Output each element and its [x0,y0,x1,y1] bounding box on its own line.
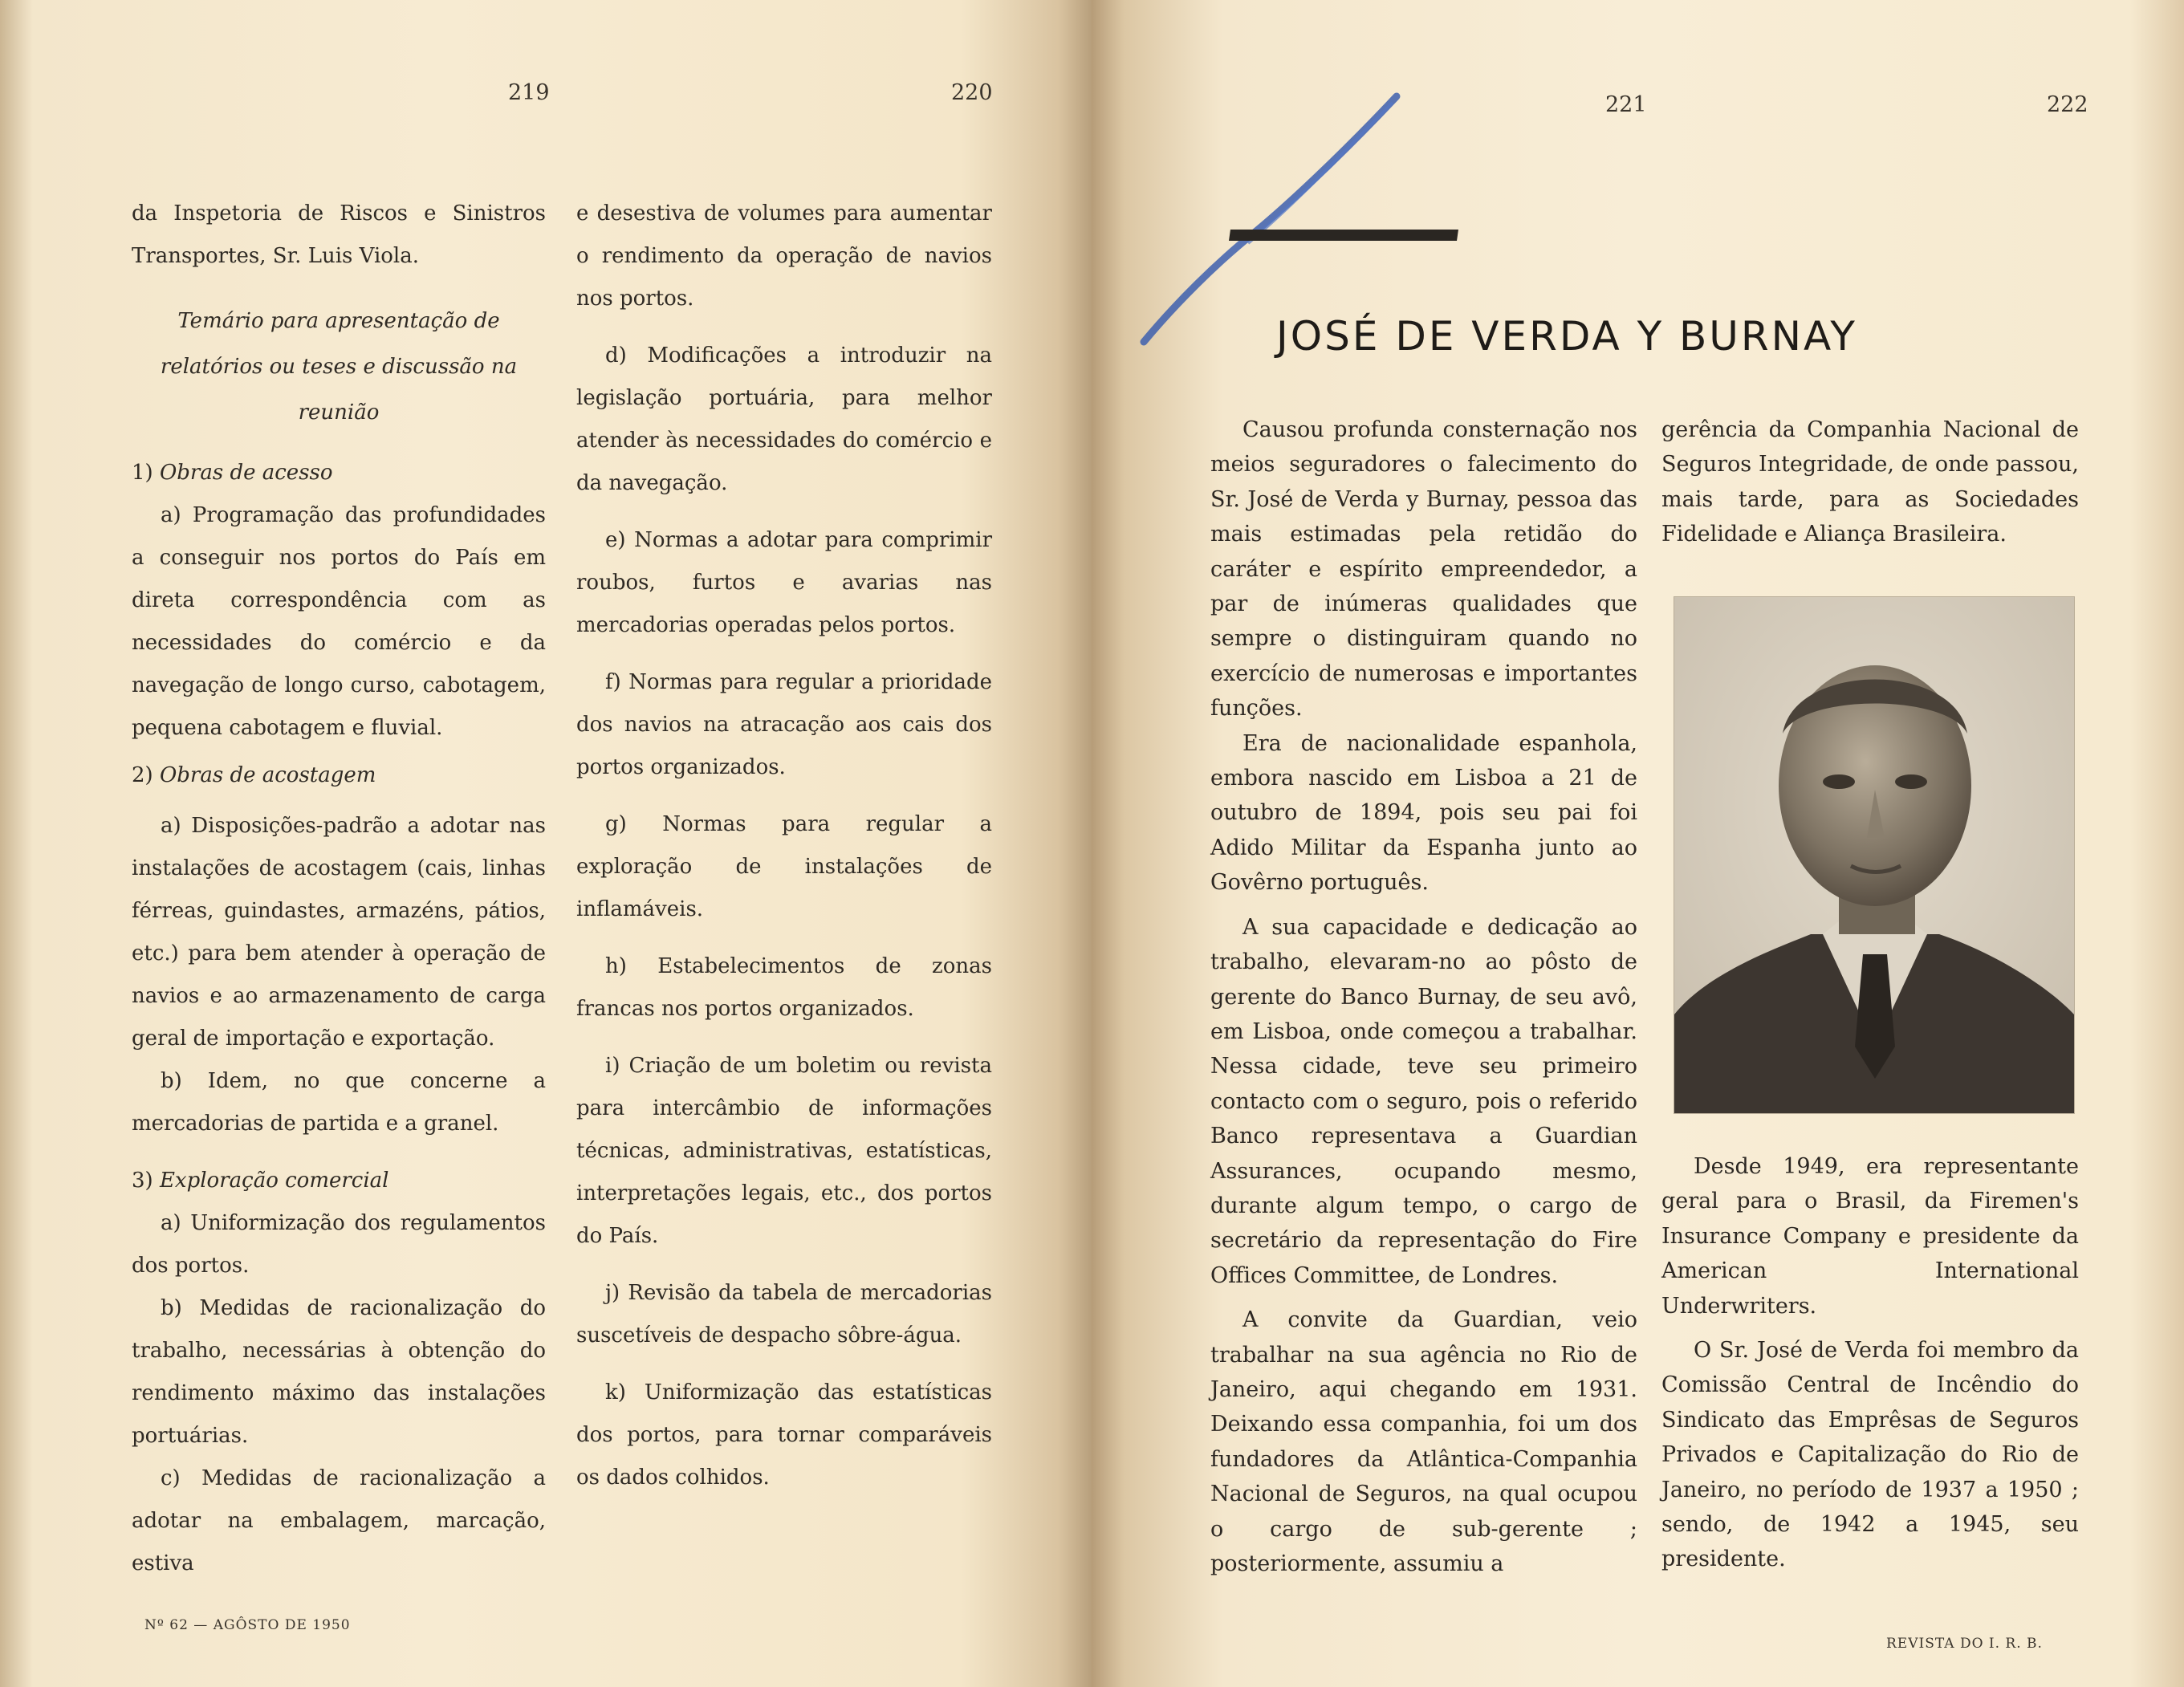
blue-pen-mark [1120,87,1409,352]
section-1-heading [132,452,546,494]
article-paragraph-6: Desde 1949, era representante geral para o Brasil, da Firemen's Insurance Company e presidente da American International Underwriters. [1661,1154,2079,1319]
article-title: JOSÉ DE VERDA Y BURNAY [1276,313,1857,360]
section-2-heading [132,754,546,797]
section-2-item-b: b) Idem, no que concerne a mercadorias de partida e a granel. [132,1069,546,1136]
left-column-2 [576,193,992,1499]
right-footer: REVISTA DO I. R. B. [1886,1636,2043,1652]
section-3-heading [132,1160,546,1202]
intro-paragraph: da Inspetoria de Riscos e Sinistros Transportes, Sr. Luis Viola. [132,201,546,268]
section-2-number: 2) [132,763,153,787]
article-paragraph-3: A sua capacidade e dedicação ao trabalho, elevaram-no ao pôsto de gerente do Banco Burnay, de seu avô, em Lisboa, onde começou a trabalhar. Nessa cidade, teve seu primeiro contacto com o seguro, pois o referido Banco representava a Guardian Assurances, ocupando mesmo, durante algum tempo, o cargo de secretário da representação do Fire Offices Committee, de Londres. [1210,914,1637,1288]
page-number-222: 222 [2047,92,2088,117]
page-number-219: 219 [508,80,550,105]
section-2-title: Obras de acostagem [159,763,376,787]
item-e: e) Normas a adotar para comprimir roubos, furtos e avarias nas mercadorias operadas pelos portos. [576,528,992,637]
section-3-title: Exploração comercial [159,1169,389,1193]
section-1-title: Obras de acesso [159,461,333,485]
right-column-2-bottom [1661,1149,2079,1577]
article-paragraph-2: Era de nacionalidade espanhola, embora nascido em Lisboa a 21 de outubro de 1894, pois seu pai foi Adido Militar da Espanha junto ao Govêrno português. [1210,730,1637,896]
item-h: h) Estabelecimentos de zonas francas nos portos organizados. [576,954,992,1021]
right-column-1 [1210,413,1637,1581]
item-f: f) Normas para regular a prioridade dos navios na atracação aos cais dos portos organizados. [576,670,992,779]
left-column-1 [132,193,546,1585]
page-number-221: 221 [1605,92,1647,117]
item-k: k) Uniformização das estatísticas dos portos, para tornar comparáveis os dados colhidos. [576,1380,992,1490]
title-decoration-bar [1229,230,1458,241]
portrait-image [1674,597,2074,1113]
section-2-item-a: a) Disposições-padrão a adotar nas instalações de acostagem (cais, linhas férreas, guindastes, armazéns, pátios, etc.) para bem atender à operação de navios e ao armazenamento de carga geral de importação e exportação. [132,814,546,1051]
item-i: i) Criação de um boletim ou revista para intercâmbio de informações técnicas, administrativas, estatísticas, interpretações legais, etc., dos portos do País. [576,1054,992,1248]
continuation-paragraph: e desestiva de volumes para aumentar o rendimento da operação de navios nos portos. [576,201,992,311]
article-paragraph-1: Causou profunda consternação nos meios seguradores o falecimento do Sr. José de Verda y Burnay, pessoa das mais estimadas pela retidão do caráter e espírito empreendedor, a par de inúmeras qualidades que sempre o distinguiram quando no exercício de numerosas e importantes funções. [1210,417,1637,722]
section-1-item-a: a) Programação das profundidades a conseguir nos portos do País em direta correspondência com as necessidades do comércio e da navegação de longo curso, cabotagem, pequena cabotagem e fluvial. [132,503,546,740]
portrait-photo [1674,596,2075,1114]
section-3-number: 3) [132,1169,153,1193]
article-paragraph-4: A convite da Guardian, veio trabalhar na sua agência no Rio de Janeiro, aqui chegando em 1931. Deixando essa companhia, foi um dos fundadores da Atlântica-Companhia Nacional de Seguros, na qual ocupou o cargo de sub-gerente ; posteriormente, assumiu a [1210,1307,1637,1576]
section-3-item-a: a) Uniformização dos regulamentos dos portos. [132,1211,546,1278]
page-number-220: 220 [951,80,993,105]
right-column-2-top [1661,413,2079,552]
item-j: j) Revisão da tabela de mercadorias suscetíveis de despacho sôbre-água. [576,1281,992,1348]
section-3-item-c: c) Medidas de racionalização a adotar na embalagem, marcação, estiva [132,1466,546,1575]
article-paragraph-5: gerência da Companhia Nacional de Seguros Integridade, de onde passou, mais tarde, para as Sociedades Fidelidade e Aliança Brasileira. [1661,417,2079,547]
article-paragraph-7: O Sr. José de Verda foi membro da Comissão Central de Incêndio do Sindicato das Emprêsas de Seguros Privados e Capitalização do Rio de Janeiro, no período de 1937 a 1950 ; sendo, de 1942 a 1945, seu presidente. [1661,1338,2079,1572]
item-d: d) Modificações a introduzir na legislação portuária, para melhor atender às necessidades do comércio e da navegação. [576,343,992,495]
section-heading: Temário para apresentação de relatórios ou teses e discussão na reunião [160,309,518,425]
left-footer: Nº 62 — AGÔSTO DE 1950 [144,1617,351,1633]
item-g: g) Normas para regular a exploração de instalações de inflamáveis. [576,812,992,921]
section-1-number: 1) [132,461,153,485]
section-3-item-b: b) Medidas de racionalização do trabalho, necessárias à obtenção do rendimento máximo das instalações portuárias. [132,1296,546,1448]
